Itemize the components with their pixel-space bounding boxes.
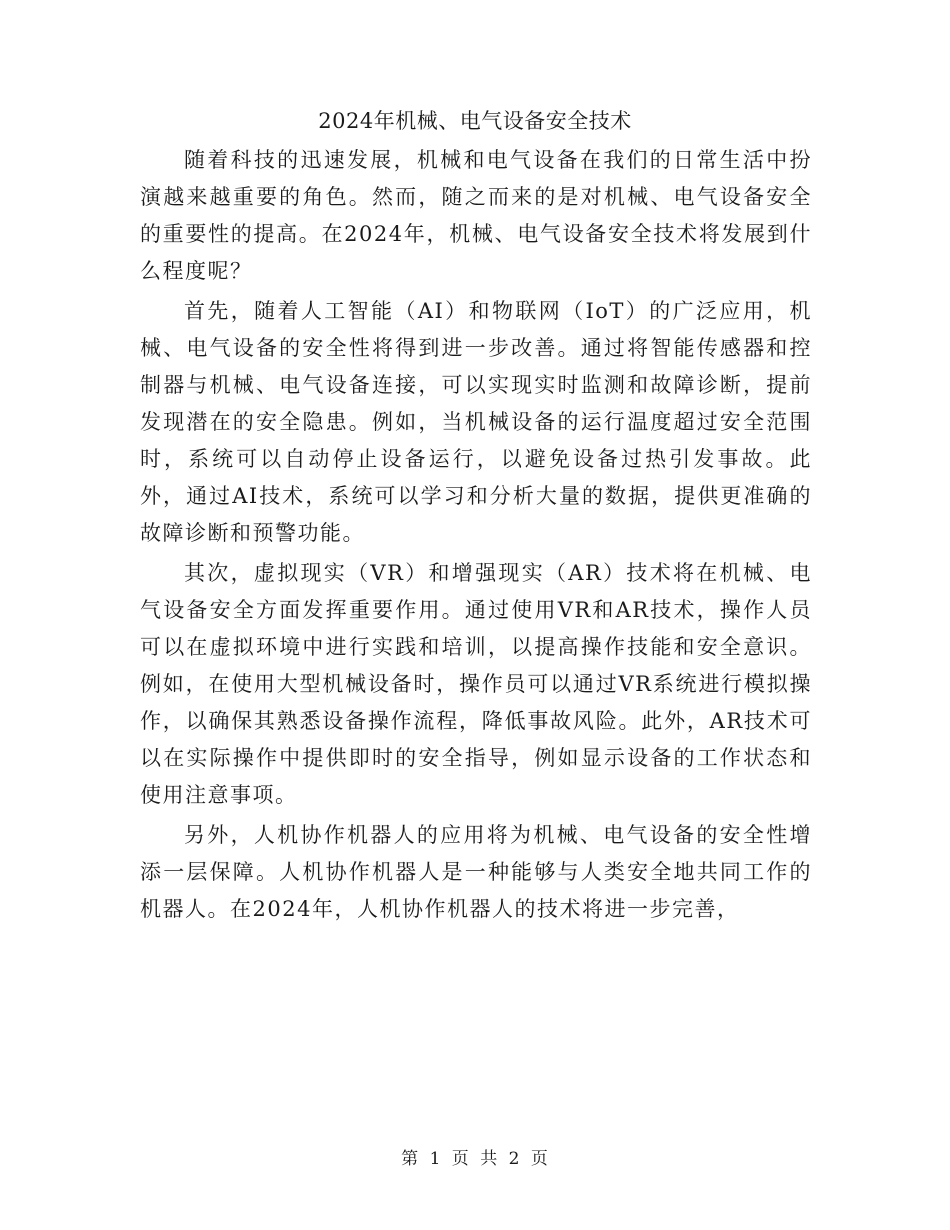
document-title: 2024年机械、电气设备安全技术	[318, 109, 632, 133]
paragraph-vr-ar: 其次，虚拟现实（VR）和增强现实（AR）技术将在机械、电气设备安全方面发挥重要作用。通过使用VR和AR技术，操作人员可以在虚拟环境中进行实践和培训，以提高操作技能和安全意识。例如，在使用大型机械设备时，操作员可以通过VR系统进行模拟操作，以确保其熟悉设备操作流程，降低事故风险。此外，AR技术可以在实际操作中提供即时的安全指导，例如显示设备的工作状态和使用注意事项。	[140, 561, 812, 807]
page-number-footer: 第 1 页 共 2 页	[401, 1149, 549, 1169]
paragraph-cobots: 另外，人机协作机器人的应用将为机械、电气设备的安全性增添一层保障。人机协作机器人是一种能够与人类安全地共同工作的机器人。在2024年，人机协作机器人的技术将进一步完善，	[140, 823, 812, 921]
paragraph-ai-iot: 首先，随着人工智能（AI）和物联网（IoT）的广泛应用，机械、电气设备的安全性将得到进一步改善。通过将智能传感器和控制器与机械、电气设备连接，可以实现实时监测和故障诊断，提前发现潜在的安全隐患。例如，当机械设备的运行温度超过安全范围时，系统可以自动停止设备运行，以避免设备过热引发事故。此外，通过AI技术，系统可以学习和分析大量的数据，提供更准确的故障诊断和预警功能。	[140, 299, 812, 545]
document-body	[140, 142, 812, 931]
paragraph-intro: 随着科技的迅速发展，机械和电气设备在我们的日常生活中扮演越来越重要的角色。然而，随之而来的是对机械、电气设备安全的重要性的提高。在2024年，机械、电气设备安全技术将发展到什么程度呢？	[140, 148, 812, 283]
